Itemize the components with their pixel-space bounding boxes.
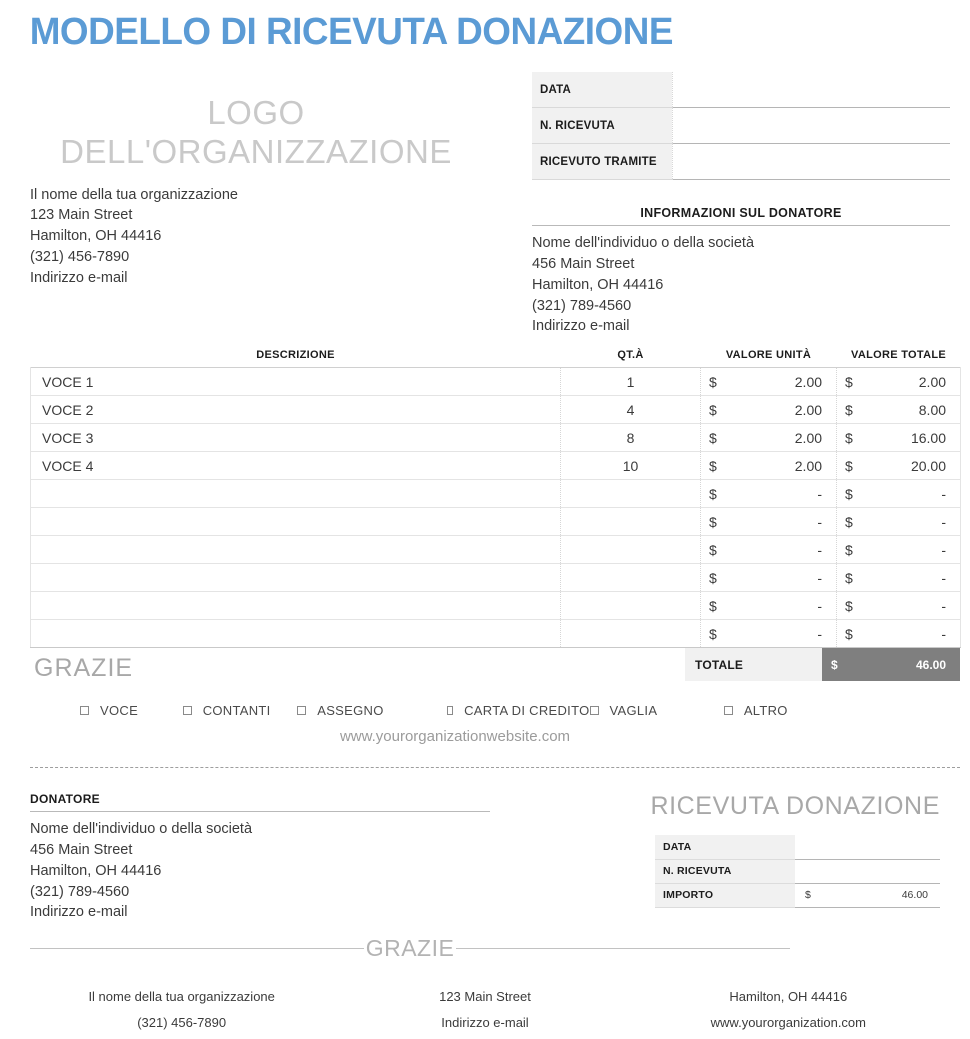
cell-description[interactable]: VOCE 1 (31, 368, 561, 396)
header-qty: QT.À (617, 349, 644, 362)
cell-unit-value[interactable]: 2.00 (727, 452, 837, 480)
cell-description[interactable]: VOCE 3 (31, 424, 561, 452)
cell-total-value: 20.00 (863, 452, 961, 480)
cell-unit-currency-symbol: $ (701, 452, 727, 480)
cell-qty[interactable]: 4 (561, 396, 701, 424)
cell-total-currency-symbol: $ (837, 480, 863, 508)
header-description: DESCRIZIONE (256, 349, 335, 362)
cell-qty[interactable]: 8 (561, 424, 701, 452)
cell-unit-value[interactable]: - (727, 620, 837, 648)
top-section (20, 72, 950, 337)
logo-placeholder (20, 94, 532, 172)
cell-unit-value[interactable]: 2.00 (727, 368, 837, 396)
footer-org-website: www.yourorganization.com (710, 1015, 866, 1031)
cell-description[interactable] (31, 536, 561, 564)
logo-column (20, 72, 532, 337)
cell-qty[interactable] (561, 480, 701, 508)
cell-description[interactable]: VOCE 2 (31, 396, 561, 424)
stub-label-date: DATA (655, 835, 795, 859)
tear-off-divider (30, 767, 960, 768)
cell-total-value: 2.00 (863, 368, 961, 396)
cell-total-value: - (863, 620, 961, 648)
footer-column-1 (30, 984, 333, 1036)
cell-unit-currency-symbol: $ (701, 564, 727, 592)
cell-unit-value[interactable]: - (727, 508, 837, 536)
payment-method-option[interactable] (724, 703, 866, 718)
footer-thanks-divider (30, 935, 790, 962)
payment-method-label: ASSEGNO (317, 703, 384, 719)
stub-donor-phone: (321) 789-4560 (30, 883, 130, 900)
cell-description[interactable] (31, 620, 561, 648)
checkbox-icon[interactable] (724, 706, 733, 715)
table-row[interactable] (31, 396, 961, 424)
payment-methods (20, 703, 950, 718)
organization-street: 123 Main Street (30, 207, 133, 224)
footer-org-street: 123 Main Street (439, 989, 531, 1005)
meta-label-date: DATA (532, 72, 672, 108)
cell-total-currency-symbol: $ (837, 592, 863, 620)
table-row[interactable] (31, 368, 961, 396)
cell-total-value: - (863, 536, 961, 564)
payment-method-option[interactable] (447, 703, 589, 718)
stub-amount-currency-symbol: $ (795, 883, 868, 907)
cell-total-value: - (863, 592, 961, 620)
table-row[interactable] (31, 536, 961, 564)
cell-total-currency-symbol: $ (837, 424, 863, 452)
cell-unit-value[interactable]: - (727, 480, 837, 508)
cell-qty[interactable] (561, 592, 701, 620)
meta-value-receipt-no[interactable] (672, 108, 950, 144)
payment-method-option[interactable] (183, 703, 298, 718)
organization-name: Il nome della tua organizzazione (30, 186, 238, 203)
stub-amount-value: 46.00 (868, 883, 941, 907)
logo-line-2: DELL'ORGANIZZAZIONE (60, 132, 452, 170)
cell-unit-value[interactable]: - (727, 564, 837, 592)
cell-description[interactable] (31, 592, 561, 620)
total-currency-symbol: $ (822, 648, 852, 681)
payment-method-label: ALTRO (743, 703, 788, 719)
stub-row-date (655, 835, 940, 859)
cell-unit-value[interactable]: - (727, 592, 837, 620)
donor-info-heading: INFORMAZIONI SUL DONATORE (532, 206, 950, 226)
cell-total-value: - (863, 480, 961, 508)
stub-meta-table (655, 835, 940, 908)
cell-description[interactable] (31, 508, 561, 536)
cell-unit-value[interactable]: 2.00 (727, 424, 837, 452)
cell-qty[interactable] (561, 536, 701, 564)
cell-unit-value[interactable]: 2.00 (727, 396, 837, 424)
stub-receipt-title: RICEVUTA DONAZIONE (650, 792, 940, 821)
total-table (685, 648, 960, 681)
cell-unit-currency-symbol: $ (701, 620, 727, 648)
meta-label-received-by: RICEVUTO TRAMITE (532, 144, 672, 180)
table-row[interactable] (31, 592, 961, 620)
payment-method-label: VAGLIA (609, 703, 658, 719)
stub-donor-city: Hamilton, OH 44416 (30, 862, 162, 879)
donor-email: Indirizzo e-mail (532, 318, 630, 335)
receipt-stub (20, 792, 950, 923)
stub-donor-column (20, 792, 520, 923)
donor-name: Nome dell'individuo o della società (532, 235, 755, 252)
stub-label-amount: IMPORTO (655, 883, 795, 907)
payment-method-label: CARTA DI CREDITO (464, 703, 590, 719)
donor-street: 456 Main Street (532, 256, 635, 273)
receipt-meta-table (532, 72, 950, 181)
table-row[interactable] (31, 564, 961, 592)
meta-label-receipt-no: N. RICEVUTA (532, 108, 672, 144)
cell-total-currency-symbol: $ (837, 396, 863, 424)
payment-method-option[interactable] (590, 703, 724, 718)
stub-row-amount (655, 883, 940, 907)
footer-org-phone: (321) 456-7890 (137, 1015, 227, 1031)
checkbox-icon[interactable] (80, 706, 89, 715)
cell-total-currency-symbol: $ (837, 536, 863, 564)
table-row[interactable] (31, 424, 961, 452)
items-table-head (31, 349, 961, 368)
cell-description[interactable]: VOCE 4 (31, 452, 561, 480)
cell-description[interactable] (31, 480, 561, 508)
cell-unit-value[interactable]: - (727, 536, 837, 564)
total-value: 46.00 (852, 648, 960, 681)
table-row[interactable] (31, 508, 961, 536)
cell-qty[interactable] (561, 564, 701, 592)
stub-donor-name: Nome dell'individuo o della società (30, 821, 253, 838)
payment-method-label: CONTANTI (202, 703, 271, 719)
header-unit-value: VALORE UNITÀ (725, 349, 812, 362)
payment-method-label: VOCE (100, 703, 139, 719)
cell-qty[interactable] (561, 620, 701, 648)
meta-value-received-by[interactable] (672, 144, 950, 180)
checkbox-icon[interactable] (590, 706, 599, 715)
cell-total-value: 16.00 (863, 424, 961, 452)
meta-value-date[interactable] (672, 72, 950, 108)
cell-unit-currency-symbol: $ (701, 592, 727, 620)
total-section (30, 648, 960, 683)
donor-city: Hamilton, OH 44416 (532, 276, 664, 293)
cell-total-currency-symbol: $ (837, 508, 863, 536)
cell-total-currency-symbol: $ (837, 620, 863, 648)
payment-method-option[interactable] (80, 703, 183, 718)
stub-donor-heading: DONATORE (30, 792, 490, 812)
logo-line-1: LOGO (207, 93, 305, 131)
cell-qty[interactable]: 1 (561, 368, 701, 396)
items-table (30, 349, 961, 648)
header-column (532, 72, 950, 337)
items-header-row (31, 349, 961, 368)
cell-total-value: - (863, 564, 961, 592)
stub-value-receipt-no[interactable] (795, 859, 940, 883)
cell-total-value: - (863, 508, 961, 536)
organization-phone: (321) 456-7890 (30, 249, 130, 266)
footer-thanks-text: GRAZIE (365, 935, 455, 962)
cell-total-currency-symbol: $ (837, 368, 863, 396)
footer-org-city: Hamilton, OH 44416 (729, 989, 848, 1005)
cell-total-currency-symbol: $ (837, 452, 863, 480)
header-total-value: VALORE TOTALE (851, 349, 946, 362)
meta-row-received-by (532, 144, 950, 180)
table-row[interactable] (31, 452, 961, 480)
footer-rule-right (456, 948, 790, 949)
organization-city: Hamilton, OH 44416 (30, 228, 162, 245)
stub-donor-street: 456 Main Street (30, 842, 133, 859)
total-label: TOTALE (685, 648, 822, 681)
checkbox-icon[interactable] (297, 706, 306, 715)
footer-org-email: Indirizzo e-mail (441, 1015, 529, 1031)
stub-receipt-column (520, 792, 950, 923)
cell-unit-currency-symbol: $ (701, 368, 727, 396)
checkbox-icon[interactable] (447, 706, 453, 715)
cell-unit-currency-symbol: $ (701, 536, 727, 564)
footer-rule-left (30, 948, 364, 949)
cell-qty[interactable]: 10 (561, 452, 701, 480)
meta-row-date (532, 72, 950, 108)
cell-unit-currency-symbol: $ (701, 480, 727, 508)
total-row (685, 648, 960, 681)
stub-row-receipt-no (655, 859, 940, 883)
stub-label-receipt-no: N. RICEVUTA (655, 859, 795, 883)
cell-total-currency-symbol: $ (837, 564, 863, 592)
stub-donor-email: Indirizzo e-mail (30, 904, 128, 921)
stub-donor-address (30, 819, 520, 923)
page-title: MODELLO DI RICEVUTA DONAZIONE (29, 11, 673, 53)
cell-qty[interactable] (561, 508, 701, 536)
meta-row-receipt-no (532, 108, 950, 144)
stub-value-date[interactable] (795, 835, 940, 859)
donor-phone: (321) 789-4560 (532, 297, 632, 314)
checkbox-icon[interactable] (183, 706, 192, 715)
cell-total-value: 8.00 (863, 396, 961, 424)
organization-email: Indirizzo e-mail (30, 269, 128, 286)
footer-org-name: Il nome della tua organizzazione (88, 989, 275, 1005)
table-row[interactable] (31, 620, 961, 648)
payment-method-option[interactable] (297, 703, 447, 718)
table-row[interactable] (31, 480, 961, 508)
cell-unit-currency-symbol: $ (701, 424, 727, 452)
donor-address (532, 233, 950, 337)
thanks-text: GRAZIE (34, 654, 134, 683)
cell-description[interactable] (31, 564, 561, 592)
cell-unit-currency-symbol: $ (701, 396, 727, 424)
footer-column-3 (637, 984, 940, 1036)
website-text: www.yourorganizationwebsite.com (339, 728, 571, 746)
items-table-body (31, 368, 961, 648)
footer-column-2 (333, 984, 636, 1036)
cell-unit-currency-symbol: $ (701, 508, 727, 536)
footer-contact-columns (20, 984, 950, 1036)
organization-address (20, 185, 532, 289)
